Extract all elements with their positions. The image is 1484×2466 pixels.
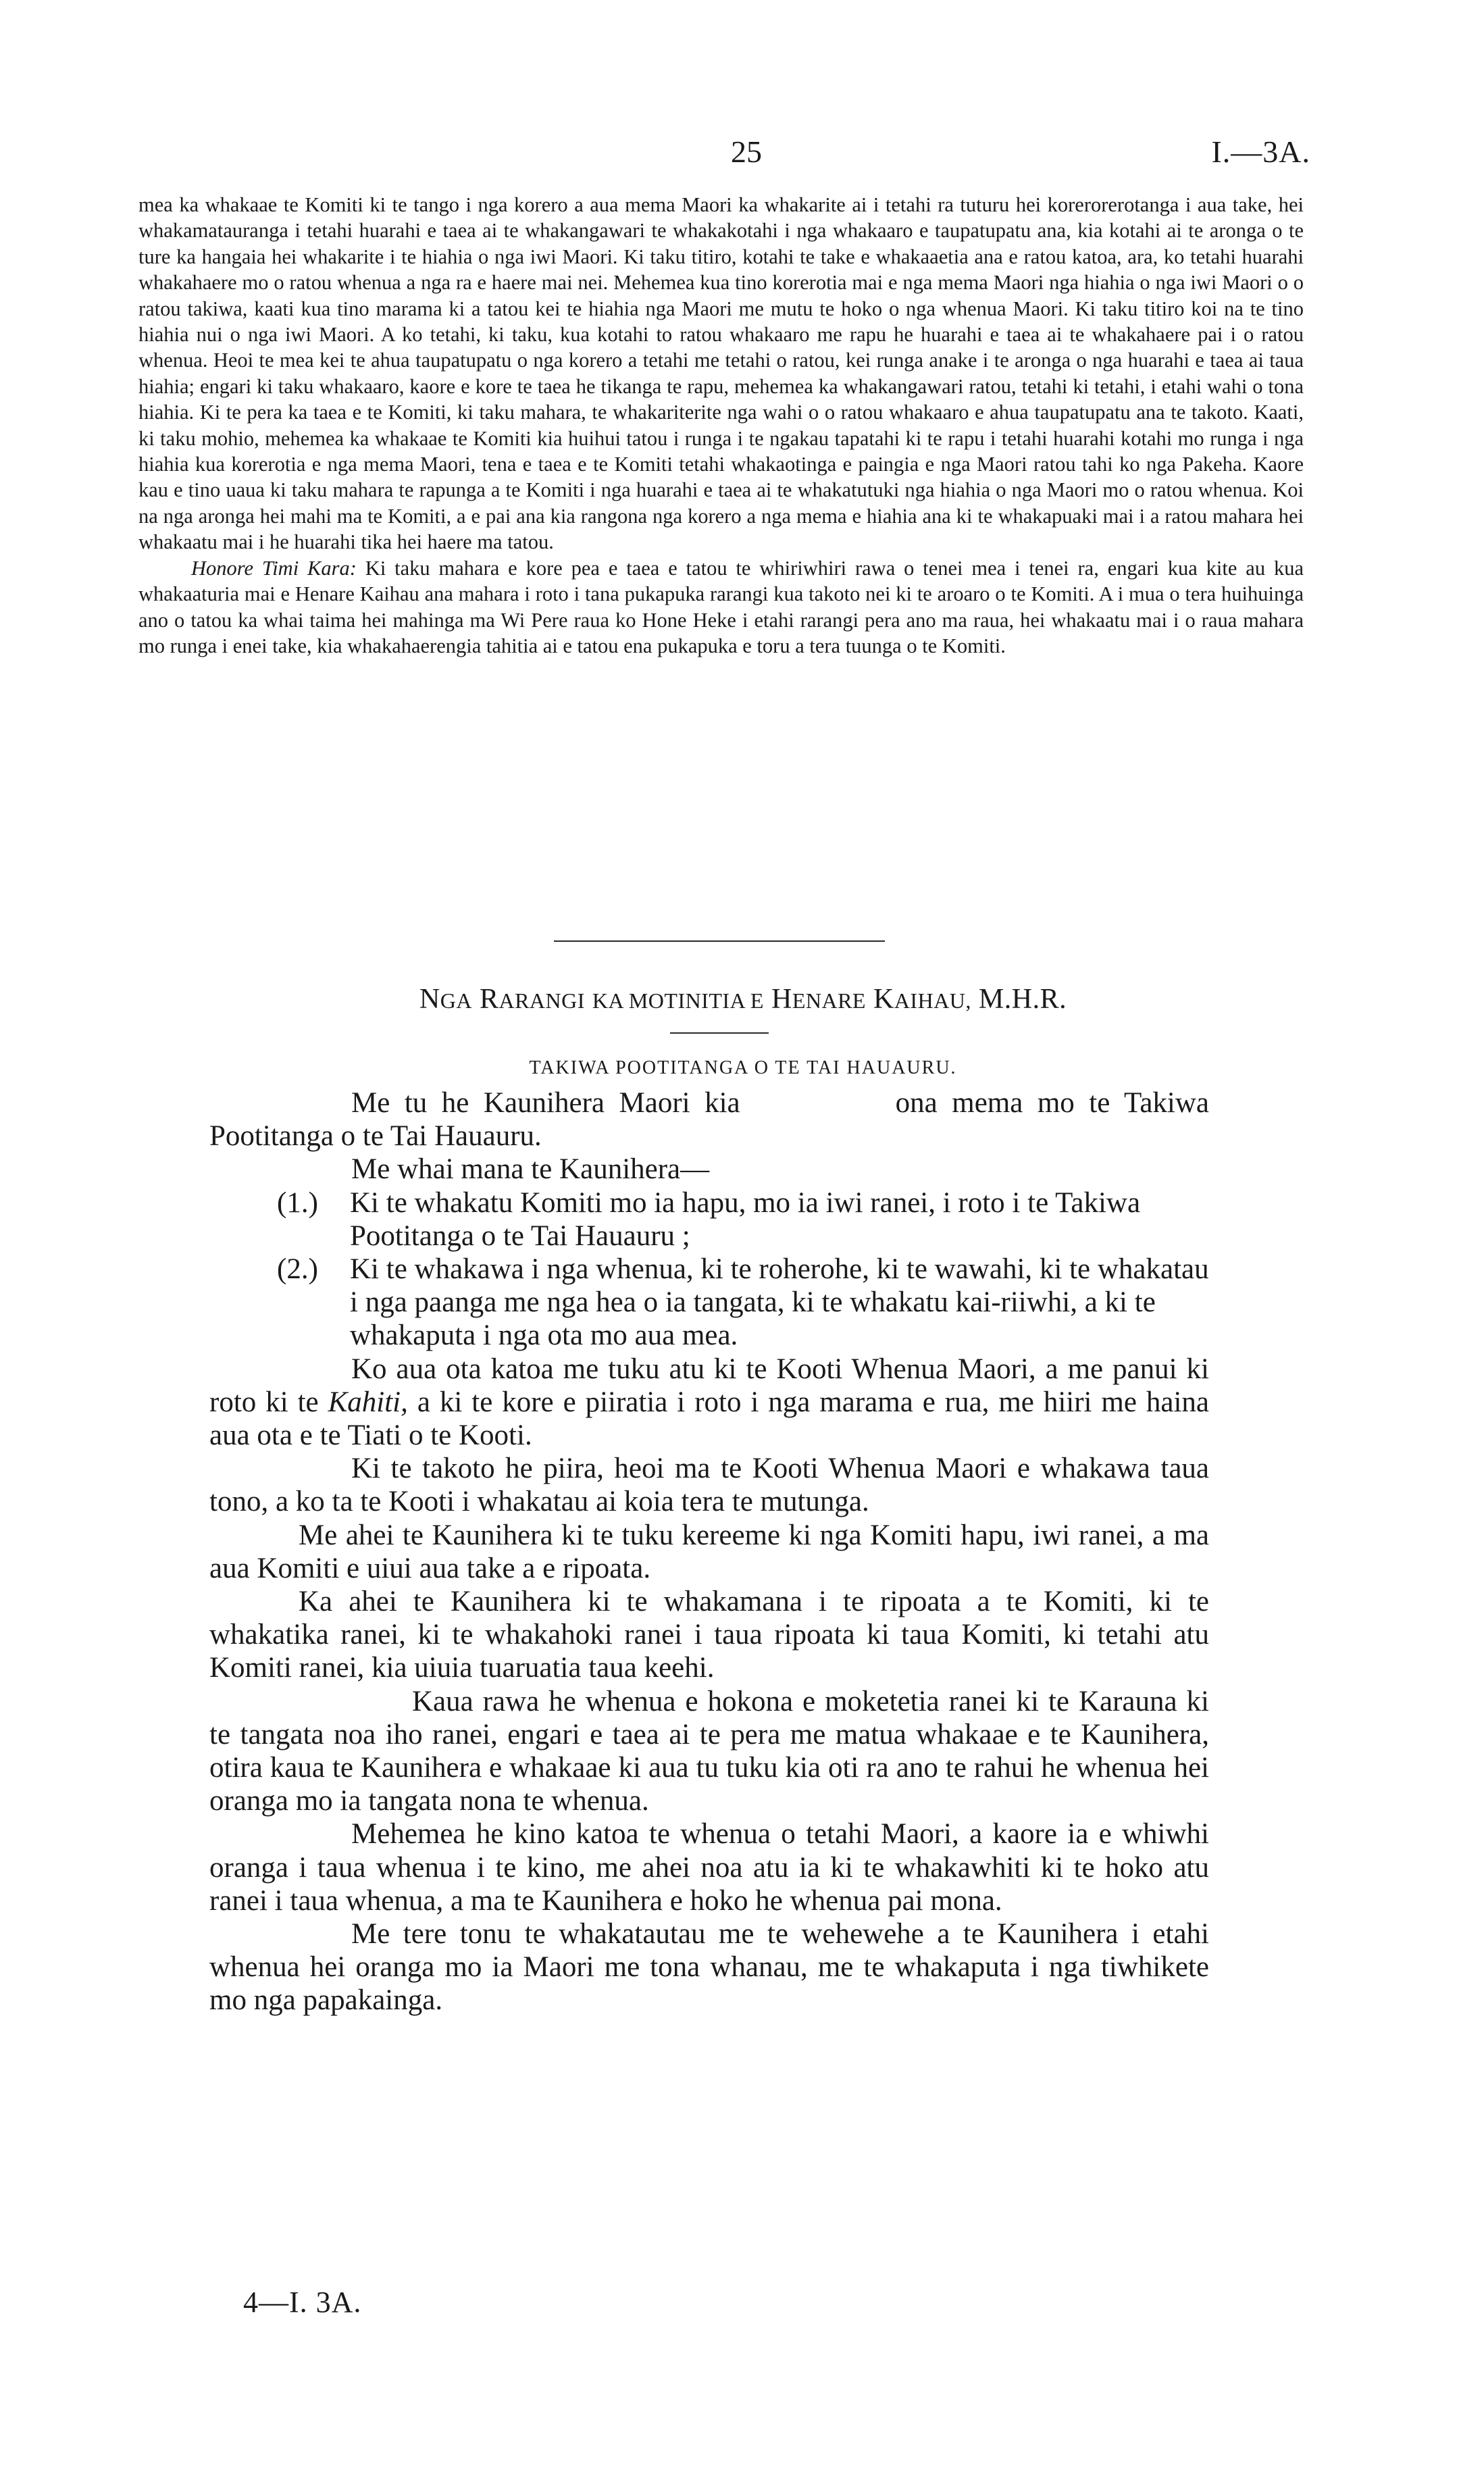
council-clause: Me tu he Kaunihera Maori kia ona mema mo te Takiwa Pootitanga o te Tai Hauauru. [209, 1087, 1209, 1153]
speaker-text: Ki taku mahara e kore pea e taea e tatou te whiriwhiri rawa o tenei mea i tenei ra, engari kua kite au kua whakaaturia mai e Henare Kaihau ana mahara i roto i tana pukapuka rarangi kua takoto nei ki te aroaro o te Komiti. A i mua o tera huihuinga ano o tatou ka whai taima hei mahinga ma Wi Pere raua ko Hone Heke i etahi rarangi pera ano ma raua, hei whakaatu mai i o raua mahara mo runga i enei take, kia whakahaerengia tahitia ai e tatou ena pukapuka e toru a tera tuunga o te Komiti. [138, 556, 1304, 657]
committee-discussion [138, 192, 1304, 659]
orders-paragraph: Ko aua ota katoa me tuku atu ki te Kooti Whenua Maori, a me panui ki roto ki te Kahiti, a ki te kore e piiratia i roto i nga marama e rua, me hiiri me haina aua ota e te Tiati o te Kooti. [209, 1353, 1210, 1452]
motion-body [209, 1086, 1209, 2017]
item-number: (1.) [277, 1186, 318, 1219]
powers-intro: Me whai mana te Kaunihera— [351, 1153, 710, 1186]
item-text: Ki te whakatu Komiti mo ia hapu, mo ia iwi ranei, i roto i te Takiwa Pootitanga o te Tai Hauauru ; [350, 1186, 1141, 1252]
list-item [277, 1186, 1209, 1253]
allotment-paragraph: Me tere tonu te whakatautau me te wehewehe a te Kaunihera i etahi whenua hei oranga mo ia Maori me tona whanau, me te whakaputa i nga tiwhikete mo nga papakainga. [209, 1918, 1209, 2017]
discussion-paragraph: mea ka whakaae te Komiti ki te tango i nga korero a aua mema Maori ka whakarite ai i tetahi ra tuturu hei korerorerotanga i aua take, hei whakamatauranga i tetahi huarahi e taea ai te whakangawari te whakakotahi i nga whakaaro e taupatupatu ana, kia kotahi ai te aronga o te ture ka hangaia hei whakarite i te hiahia o nga iwi Maori. Ki taku titiro, kotahi te take e whakaaetia ana e ratou katoa, ara, ko tetahi huarahi whakahaere mo o ratou whenua a nga ra e haere mai nei. Mehemea kua tino korerotia mai e nga mema Maori nga hiahia o nga iwi Maori o o ratou takiwa, kaati kua tino marama ki a tatou kei te hiahia nga Maori me mutu te hoko o nga whenua Maori. Ki taku titiro koi na te tino hiahia nui o nga iwi Maori. A ko tetahi, ki taku, kua kotahi to ratou whakaaro me rapu he huarahi e taea ai te whakahaere pai i o ratou whenua. Heoi te mea kei te ahua taupatupatu o nga korero a tetahi me tetahi o ratou, kei runga anake i te aronga o nga huarahi e taea ai taua hiahia; engari ki taku whakaaro, kaore e kore te taea he tikanga te rapu, mehemea ka whakangawari ratou, tetahi ki tetahi, i etahi wahi o tona hiahia. Ki te pera ka taea e te Komiti, ki taku mahara, te whakariterite nga wahi o o ratou whakaaro e ahua taupatupatu ana te takoto. Kaati, ki taku mohio, mehemea ka whakaae te Komiti kia huihui tatou i runga i te ngakau tapatahi ki te rapu i tetahi huarahi kotahi mo runga i nga hiahia kua korerotia e nga mema Maori, tena e taea e te Komiti tetahi whakaotinga e paingia e nga Maori ratou tahi ko nga Pakeha. Kaore kau e tino uaua ki taku mahara te rapunga a te Komiti i nga huarahi e taea ai te whakatutuki nga hiahia o nga Maori mo o ratou whenua. Koi na nga aronga hei mahi ma te Komiti, a e pai ana kia rangona nga korero a nga mema e hiahia ana ki te whakapuaki mai i a ratou mahara hei whakaatu mai i he huarahi tika hei haere ma tatou. [138, 193, 1304, 554]
motion-title: NGA RARANGI KA MOTINITIA E HENARE KAIHAU, M.H.R. [419, 984, 1067, 1015]
list-item [277, 1253, 1209, 1353]
item-number: (2.) [277, 1253, 318, 1286]
footer-reference: 4—I. 3A. [243, 2286, 362, 2319]
exchange-paragraph: Mehemea he kino katoa te whenua o tetahi Maori, a kaore ia e whiwhi oranga i taua whenua i te kino, me ahei noa atu ia ki te whakawhiti ki te hoko atu ranei i taua whenua, a ma te Kaunihera e hoko he whenua pai mona. [209, 1818, 1209, 1917]
claims-paragraph: Me ahei te Kaunihera ki te tuku kereeme ki nga Komiti hapu, iwi ranei, a ma aua Komiti e uiui aua take a e ripoata. [209, 1519, 1209, 1584]
speaker-name: Honore Timi Kara: [191, 556, 357, 580]
speaker-paragraph [138, 555, 1304, 659]
appeal-paragraph: Ki te takoto he piira, heoi ma te Kooti Whenua Maori e whakawa taua tono, a ko ta te Kooti i whakatau ai koia tera te mutunga. [209, 1453, 1209, 1518]
gazette-term: Kahiti, [328, 1386, 408, 1418]
land-sale-paragraph: Kaua rawa he whenua e hokona e moketetia ranei ki te Karauna ki te tangata noa iho ranei, engari e taea ai te pera me matua whakaae e te Kaunihera, otira kaua te Kaunihera e whakaae ki aua tu tuku kia oti ra ano te rahui he whenua hei oranga mo ia tangata nona te whenua. [209, 1685, 1209, 1817]
section-divider [554, 940, 885, 942]
motion-subtitle: TAKIWA POOTITANGA O TE TAI HAUAURU. [529, 1057, 957, 1078]
report-paragraph: Ka ahei te Kaunihera ki te whakamana i te ripoata a te Komiti, ki te whakatika ranei, ki te whakahoki ranei i taua ripoata ki taua Komiti, ki tetahi atu Komiti ranei, kia uiuia tuaruatia taua keehi. [209, 1586, 1209, 1684]
item-text: Ki te whakawa i nga whenua, ki te roherohe, ki te wawahi, ki te whakatau i nga paanga me nga hea o ia tangata, ki te whakatu kai-riiwhi, a ki te whakaputa i nga ota mo aua mea. [350, 1253, 1209, 1352]
page-number: 25 [731, 134, 762, 169]
document-reference: I.—3A. [1211, 134, 1310, 169]
title-underline [670, 1032, 769, 1034]
